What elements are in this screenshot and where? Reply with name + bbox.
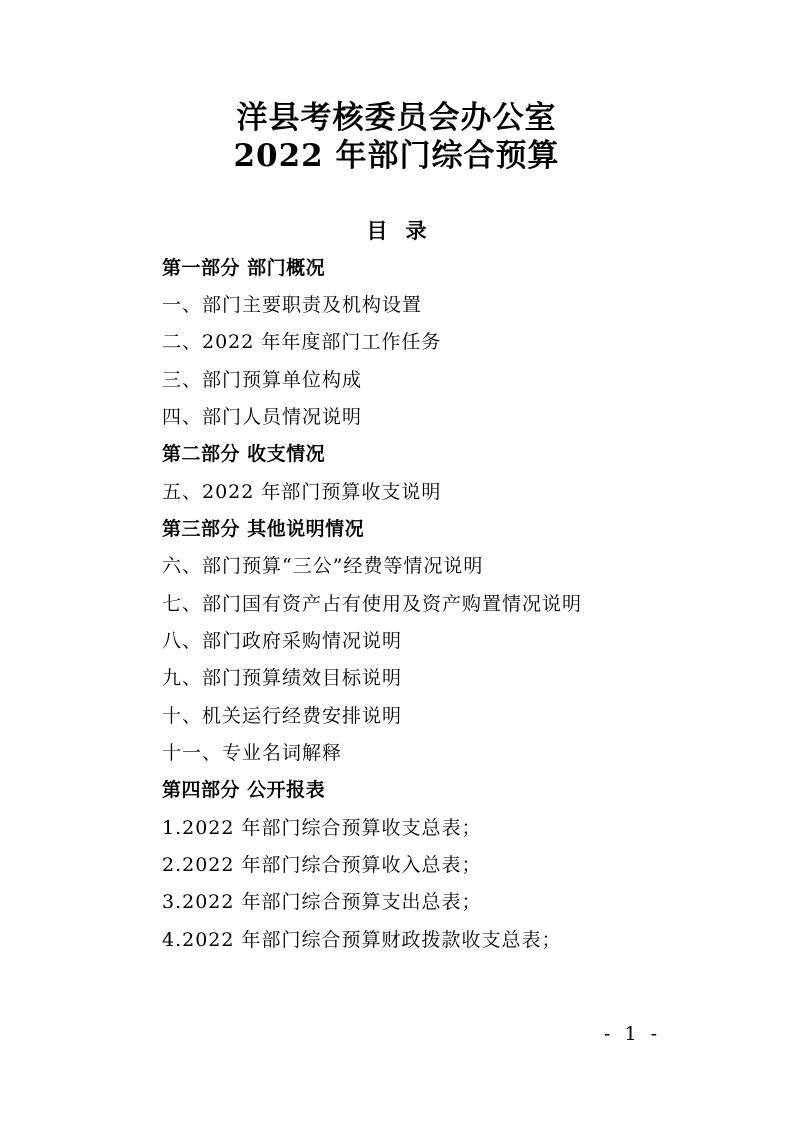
- toc-item: 六、部门预算“三公”经费等情况说明: [162, 555, 484, 577]
- toc-section-4: 第四部分 公开报表: [162, 779, 326, 801]
- toc-item: 八、部门政府采购情况说明: [162, 630, 403, 652]
- toc-item: 七、部门国有资产占有使用及资产购置情况说明: [162, 593, 583, 615]
- toc-item: 十、机关运行经费安排说明: [162, 705, 403, 727]
- toc-section-1: 第一部分 部门概况: [162, 257, 326, 279]
- page-number: - 1 -: [604, 1023, 662, 1045]
- toc-heading-char-1: 目: [366, 218, 388, 243]
- toc-item: 3.2022 年部门综合预算支出总表；: [162, 891, 482, 913]
- toc-item: 十一、专业名词解释: [162, 742, 343, 764]
- toc-item: 4.2022 年部门综合预算财政拨款收支总表；: [162, 929, 562, 951]
- toc-section-3: 第三部分 其他说明情况: [162, 518, 365, 540]
- document-title-line-2: 2022 年部门综合预算: [233, 138, 560, 174]
- toc-item: 四、部门人员情况说明: [162, 406, 363, 428]
- toc-heading: [0, 216, 793, 246]
- toc-heading-char-2: 录: [405, 218, 427, 243]
- toc-item: 三、部门预算单位构成: [162, 369, 363, 391]
- toc-item: 一、部门主要职责及机构设置: [162, 294, 423, 316]
- toc-section-2: 第二部分 收支情况: [162, 443, 326, 465]
- document-title-line-1: 洋县考核委员会办公室: [236, 100, 557, 136]
- toc-item: 1.2022 年部门综合预算收支总表；: [162, 817, 482, 839]
- toc-item: 九、部门预算绩效目标说明: [162, 667, 403, 689]
- toc-item: 五、2022 年部门预算收支说明: [162, 481, 442, 503]
- toc-item: 二、2022 年年度部门工作任务: [162, 331, 442, 353]
- toc-item: 2.2022 年部门综合预算收入总表；: [162, 854, 482, 876]
